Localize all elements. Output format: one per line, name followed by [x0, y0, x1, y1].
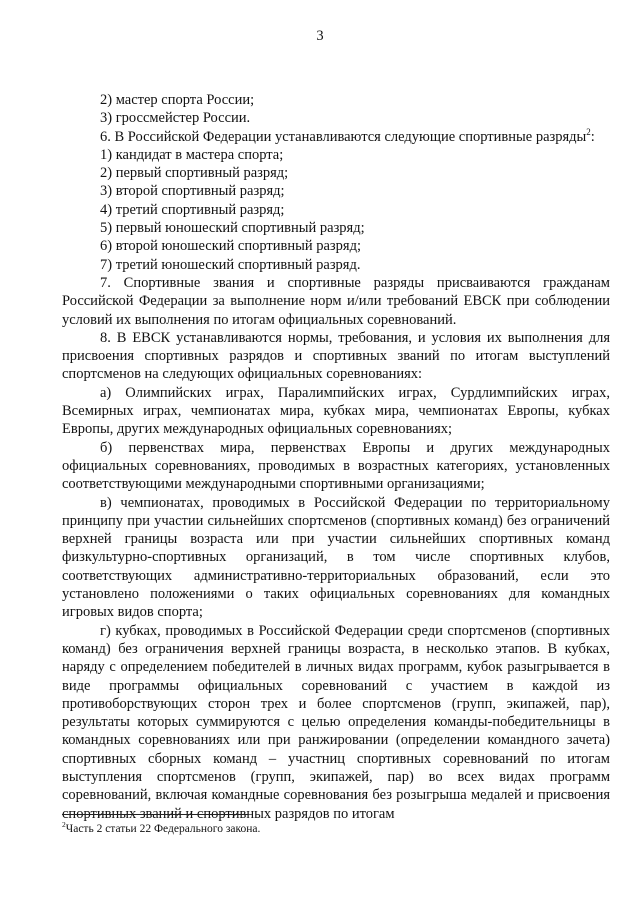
- list-item-first-junior-rank: 5) первый юношеский спортивный разряд;: [100, 220, 365, 237]
- list-item-grandmaster: 3) гроссмейстер России.: [100, 110, 251, 127]
- subparagraph-g: г) кубках, проводимых в Российской Федерации среди спортсменов (спортивных команд) без ограничения верхней границы возраста, в несколько этапов. В кубках, наряду с определением победителей в личных видах программ, кубок разыгрывается в виде программы официальных соревнований с участием в каждой из противоборствующих сторон трех и более спортсменов (групп, экипажей, пар), результаты которых суммируются с целью определения команды-победительницы в командных соревнованиях или при ранжировании (определении командного зачета) спортивных сборных команд – участниц спортивных соревнований по итогам выступления спортсменов (групп, экипажей, пар) во всех видах программ соревнований, включая командные соревнования без розыгрыша медалей и присвоения спортивных званий и спортивных разрядов по итогам: [62, 622, 610, 822]
- paragraph-8: 8. В ЕВСК устанавливаются нормы, требования, и условия их выполнения для присвоения спортивных разрядов и спортивных званий по итогам выступлений спортсменов на следующих официальных соревнованиях:: [62, 329, 610, 383]
- list-item-third-junior-rank: 7) третий юношеский спортивный разряд.: [100, 256, 361, 273]
- paragraph-6: [62, 128, 610, 146]
- list-item-candidate-master: 1) кандидат в мастера спорта;: [100, 146, 284, 163]
- document-body: [62, 91, 610, 823]
- paragraph-6-colon: :: [590, 128, 595, 145]
- list-item-third-rank: 4) третий спортивный разряд;: [100, 201, 285, 218]
- subparagraph-v: в) чемпионатах, проводимых в Российской Федерации по территориальному принципу при участии сильнейших спортсменов (спортивных команд) без ограничений верхней границы возраста или при участии сильнейших спортивных команд физкультурно-спортивных организаций, в том числе спортивных клубов, соответствующих административно-территориальных образований, если это установлено положениями о таких официальных соревнованиях для командных игровых видов спорта;: [62, 494, 610, 621]
- footnote-text: Часть 2 статьи 22 Федерального закона.: [65, 823, 261, 835]
- list-item-first-rank: 2) первый спортивный разряд;: [100, 165, 289, 182]
- footnote-divider: [62, 814, 248, 815]
- subparagraph-b: б) первенствах мира, первенствах Европы и других международных официальных соревнованиях, проводимых в возрастных категориях, установленных соответствующими международными спортивными организациями;: [62, 439, 610, 493]
- footnote-marker: 2: [62, 820, 66, 830]
- footnote: [62, 822, 610, 836]
- page-number: 3: [316, 28, 324, 44]
- subparagraph-a: а) Олимпийских играх, Паралимпийских играх, Сурдлимпийских играх, Всемирных играх, чемпионатах мира, кубках мира, чемпионатах Европы, кубках Европы, других международных официальных соревнованиях;: [62, 384, 610, 438]
- paragraph-6-text: 6. В Российской Федерации устанавливаются следующие спортивные разряды: [100, 128, 587, 145]
- list-item-second-rank: 3) второй спортивный разряд;: [100, 183, 285, 200]
- list-item-master-of-sport: 2) мастер спорта России;: [100, 92, 255, 108]
- paragraph-7: 7. Спортивные звания и спортивные разряды присваиваются гражданам Российской Федерации за выполнение норм и/или требований ЕВСК при соблюдении условий их выполнения по итогам официальных соревнований.: [62, 274, 610, 328]
- list-item-second-junior-rank: 6) второй юношеский спортивный разряд;: [100, 238, 361, 255]
- footnote-reference: 2: [586, 126, 591, 137]
